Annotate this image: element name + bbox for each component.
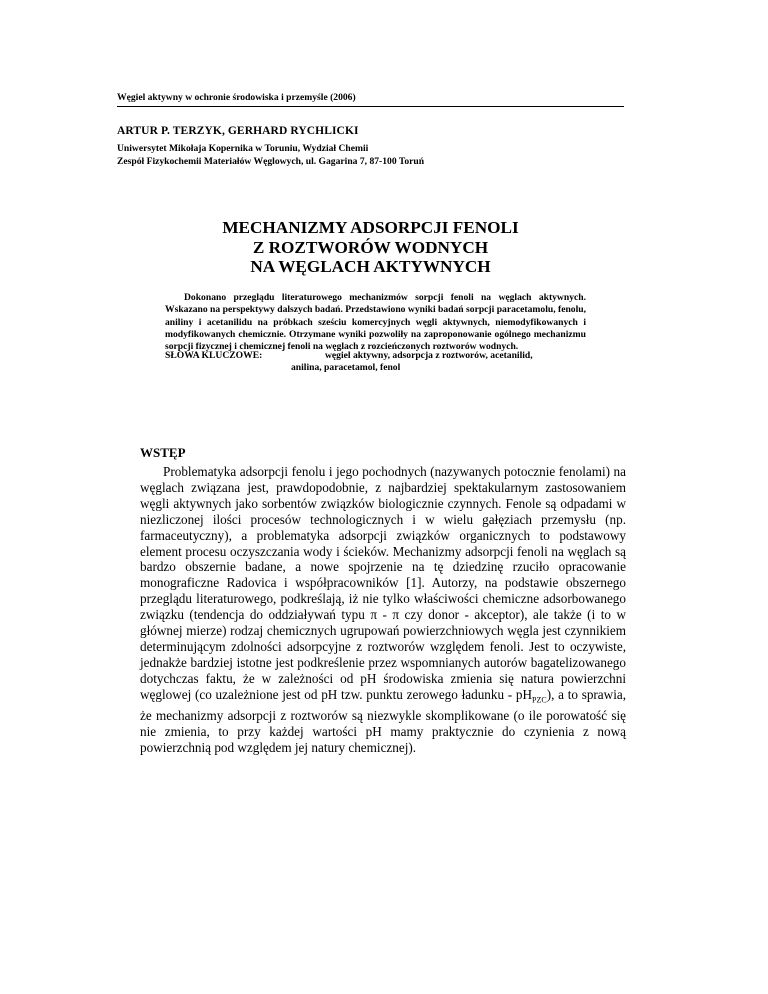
body-paragraph [140, 464, 626, 756]
affiliation-line-1: Uniwersytet Mikołaja Kopernika w Toruniu, Wydział Chemii [117, 143, 369, 154]
body-text-part-1: Problematyka adsorpcji fenolu i jego pochodnych (nazywanych potocznie fenolami) na węglach związana jest, prawdopodobnie, z najbardziej spektakularnym zastosowaniem węgli aktywnych jako sorbentów związków biologicznie czynnych. Fenole są odpadami w niezliczonej ilości procesów technologicznych i w wielu gałęziach przemysłu (np. farmaceutyczny), a problematyka adsorpcji związków organicznych to podstawowy element procesu oczyszczania wody i ścieków. Mechanizmy adsorpcji fenoli na węglach są bardzo obszernie badane, a nowe spojrzenie na tę dziedzinę rzuciło opracowanie monograficzne Radovica i współpracowników [1]. Autorzy, na podstawie obszernego przeglądu literaturowego, podkreślają, iż nie tylko właściwości chemiczne adsorbowanego związku (tendencja do oddziaływań typu π - π czy donor - akceptor), ale także (i to w głównej mierze) rodzaj chemicznych ugrupowań powierzchniowych węgla jest czynnikiem determinującym zdolności adsorpcyjne z roztworów względem fenoli. Jest to oczywiste, jednakże bardziej istotne jest podkreślenie przez wspomnianych autorów bagatelizowanego dotychczas faktu, że w zależności od pH środowiska zmienia się natura powierzchni węglowej (co uzależnione jest od pH tzw. punktu zerowego ładunku - pH [140, 464, 626, 702]
affiliation-line-2: Zespół Fizykochemii Materiałów Węglowych, ul. Gagarina 7, 87-100 Toruń [117, 155, 425, 167]
running-header: Węgiel aktywny w ochronie środowiska i przemyśle (2006) [117, 92, 624, 107]
title-line-2: Z ROZTWORÓW WODNYCH [252, 237, 489, 257]
pzc-subscript: PZC [532, 695, 547, 705]
paper-title [117, 218, 624, 277]
keywords-label: SŁOWA KLUCZOWE: [165, 350, 263, 361]
title-line-1: MECHANIZMY ADSORPCJI FENOLI [222, 218, 519, 237]
title-line-3: NA WĘGLACH AKTYWNYCH [250, 257, 491, 276]
section-heading: WSTĘP [140, 445, 186, 460]
body-text-part-2: ), a to sprawia, że mechanizmy adsorpcji z roztworów są niezwykle skomplikowane (o ile porowatość się nie zmienia, to przy każdej wartości pH mamy praktycznie do czynienia z nową powierzchnią pod względem jej natury chemicznej). [140, 686, 627, 756]
body-text [140, 464, 626, 756]
keywords [165, 350, 586, 375]
keywords-line-1: węgiel aktywny, adsorpcja z roztworów, acetanilid, [325, 350, 533, 361]
affiliation [117, 143, 424, 168]
keywords-line-2: anilina, paracetamol, fenol [291, 362, 401, 374]
abstract-text: Dokonano przeglądu literaturowego mechanizmów sorpcji fenoli na węglach aktywnych. Wskazano na perspektywy dalszych badań. Przedstawiono wyniki badań sorpcji paracetamolu, fenolu, aniliny i acetanilidu na próbkach sześciu komercyjnych węgli aktywnych, niemodyfikowanych i modyfikowanych chemicznie. Otrzymane wyniki pozwoliły na zaproponowanie ogólnego mechanizmu sorpcji fizycznej i chemicznej fenoli na węglach z rozcieńczonych roztworów wodnych. [165, 292, 586, 353]
authors: ARTUR P. TERZYK, GERHARD RYCHLICKI [117, 125, 359, 137]
abstract [165, 292, 586, 353]
